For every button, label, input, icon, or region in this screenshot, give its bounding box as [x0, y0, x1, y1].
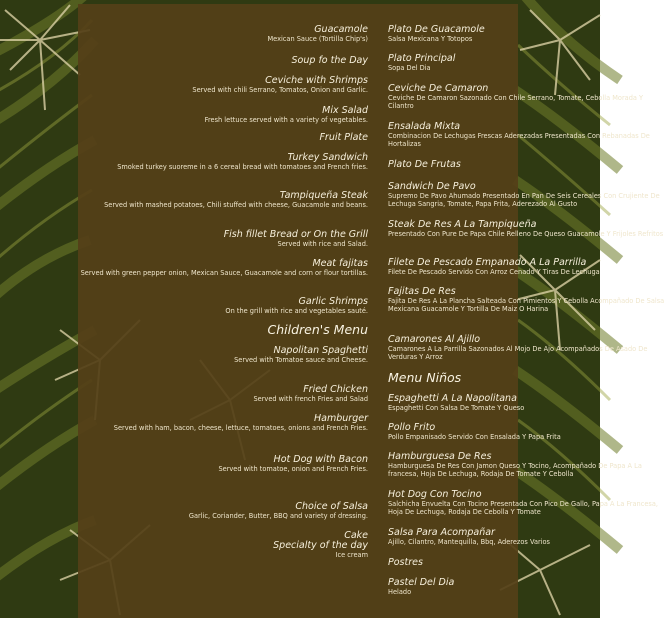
item-name: Tampiqueña Steak: [279, 190, 368, 201]
menu-item: [78, 190, 368, 209]
item-description: Fajita De Res A La Plancha Salteada Con Pimientos Y Cebolla Acompañado De Salsa Mexicana Guacamole Y Tortilla De Maiz O Harina: [388, 297, 665, 313]
menu-item: [78, 75, 368, 94]
item-name: Steak De Res A La Tampiqueña: [388, 219, 537, 230]
item-name: Specialty of the day: [273, 540, 368, 551]
item-description: Served with tomatoe, onion and French Fries.: [218, 465, 368, 473]
menu-item: [78, 501, 368, 520]
item-description: Supremo De Pavo Ahumado Presentado En Pan De Seis Cereales Con Crujiente De Lechuga Sangria, Tomate, Papa Frita, Aderezado Al Gusto: [388, 192, 660, 208]
menu-item: [388, 83, 668, 110]
kids-menu-title: Menu Niños: [388, 370, 462, 385]
menu-item: [388, 24, 668, 43]
menu-item: [78, 105, 368, 124]
menu-item: [388, 557, 668, 568]
item-name: Meat fajitas: [312, 258, 368, 269]
item-description: Garlic, Coriander, Butter, BBQ and variety of dressing.: [188, 512, 368, 520]
item-name: Hamburguesa De Res: [388, 451, 492, 462]
item-name: Garlic Shrimps: [298, 296, 368, 307]
kids-menu-title: Children's Menu: [267, 322, 368, 337]
item-description: Ice cream: [335, 551, 368, 559]
menu-item: [388, 181, 668, 208]
item-description: Filete De Pescado Servido Con Arroz Cenado Y Tiras De Lechuga: [388, 268, 600, 276]
item-name: Plato Principal: [388, 53, 456, 64]
menu-item: [388, 577, 668, 596]
menu-item: [78, 345, 368, 364]
menu-item: [388, 489, 668, 516]
menu-item: [388, 393, 668, 412]
item-name: Ensalada Mixta: [388, 121, 461, 132]
menu-item: [388, 286, 668, 313]
item-name: Camarones Al Ajillo: [388, 334, 481, 345]
item-description: Camarones A La Parrilla Sazonados Al Mojo De Ajo Acompañados De Asado De Verduras Y Arroz: [388, 345, 648, 361]
menu-item: [78, 229, 368, 248]
item-description: Served with green pepper onion, Mexican Sauce, Guacamole and corn or flour tortillas.: [80, 269, 368, 277]
item-name: Postres: [388, 557, 423, 568]
item-name: Plato De Frutas: [388, 159, 461, 170]
item-name: Fish fillet Bread or On the Grill: [223, 229, 368, 240]
menu-item: [388, 121, 668, 148]
item-description: Ceviche De Camaron Sazonado Con Chile Serrano, Tomate, Cebolla Morada Y Cilantro: [388, 94, 644, 110]
item-description: Combinacion De Lechugas Frescas Aderezadas Presentadas Con Rebanadas De Hortalizas: [388, 132, 650, 148]
menu-item: [388, 219, 668, 238]
item-description: Served with mashed potatoes, Chili stuffed with cheese, Guacamole and beans.: [104, 201, 368, 209]
menu-item: [78, 454, 368, 473]
item-description: Sopa Del Dia: [388, 64, 431, 72]
item-name: Salsa Para Acompañar: [388, 527, 495, 538]
menu-item: [388, 53, 668, 72]
menu-panel: [78, 4, 665, 618]
item-name: Sandwich De Pavo: [388, 181, 476, 192]
item-description: Fresh lettuce served with a variety of vegetables.: [204, 116, 368, 124]
item-name: Pollo Frito: [388, 422, 436, 433]
item-description: Presentado Con Pure De Papa Chile Relleno De Queso Guacamole Y Frijoles Refritos: [388, 230, 664, 238]
item-description: Pollo Empanisado Servido Con Ensalada Y Papa Frita: [388, 433, 561, 441]
menu-item: [388, 422, 668, 441]
menu-item: [388, 257, 668, 276]
item-name: Hot Dog Con Tocino: [388, 489, 482, 500]
menu-item: [78, 540, 368, 559]
menu-item: [78, 24, 368, 43]
menu-item: [388, 451, 668, 478]
item-name: Guacamole: [314, 24, 368, 35]
item-description: Hamburguesa De Res Con Jamon Queso Y Tocino, Acompañado De Papa A La francesa, Hoja De Lechuga, Rodaja De Tomate Y Cebolla: [388, 462, 642, 478]
menu-item: [78, 413, 368, 432]
item-description: Salchicha Envuelta Con Tocino Presentada Con Pico De Gallo, Papa A La Francesa, Hoja De Lechuga, Rodaja De Cebolla Y Tomate: [388, 500, 658, 516]
item-description: Espaghetti Con Salsa De Tomate Y Queso: [388, 404, 525, 412]
item-description: Ajillo, Cilantro, Mantequilla, Bbq, Aderezos Varios: [388, 538, 550, 546]
item-name: Napolitan Spaghetti: [273, 345, 368, 356]
item-description: Served with ham, bacon, cheese, lettuce, tomatoes, onions and French Fries.: [113, 424, 368, 432]
menu-item: [78, 258, 368, 277]
menu-item: [388, 527, 668, 546]
item-name: Pastel Del Dia: [388, 577, 455, 588]
item-name: Hot Dog with Bacon: [273, 454, 368, 465]
item-description: Served with french Fries and Salad: [253, 395, 368, 403]
menu-item: [388, 159, 668, 170]
item-name: Choice of Salsa: [295, 501, 368, 512]
item-name: Hamburger: [314, 413, 368, 424]
item-description: On the grill with rice and vegetables sauté.: [225, 307, 368, 315]
menu-item: [78, 384, 368, 403]
menu-item: [388, 334, 668, 361]
item-description: Served with Tomatoe sauce and Cheese.: [234, 356, 368, 364]
item-name: Cake: [344, 530, 368, 541]
item-name: Fruit Plate: [319, 132, 368, 143]
menu-item: [78, 152, 368, 171]
item-description: Helado: [388, 588, 412, 596]
item-name: Ceviche De Camaron: [388, 83, 489, 94]
item-description: Mexican Sauce (Tortilla Chip's): [267, 35, 368, 43]
item-description: Salsa Mexicana Y Totopos: [388, 35, 473, 43]
item-name: Mix Salad: [322, 105, 368, 116]
item-description: Served with chili Serrano, Tomatos, Onion and Garlic.: [192, 86, 368, 94]
bottom-margin: [0, 618, 600, 623]
item-name: Espaghetti A La Napolitana: [388, 393, 517, 404]
menu-item: [78, 132, 368, 143]
menu-item: [78, 55, 368, 66]
item-name: Fajitas De Res: [388, 286, 456, 297]
item-description: Smoked turkey suoreme in a 6 cereal bread with tomatoes and French fries.: [117, 163, 368, 171]
item-name: Soup fo the Day: [291, 55, 368, 66]
item-name: Turkey Sandwich: [287, 152, 368, 163]
item-description: Served with rice and Salad.: [277, 240, 368, 248]
menu-item: [78, 296, 368, 315]
item-name: Filete De Pescado Empanado A La Parrilla: [388, 257, 587, 268]
item-name: Fried Chicken: [303, 384, 368, 395]
item-name: Ceviche with Shrimps: [265, 75, 368, 86]
item-name: Plato De Guacamole: [388, 24, 485, 35]
